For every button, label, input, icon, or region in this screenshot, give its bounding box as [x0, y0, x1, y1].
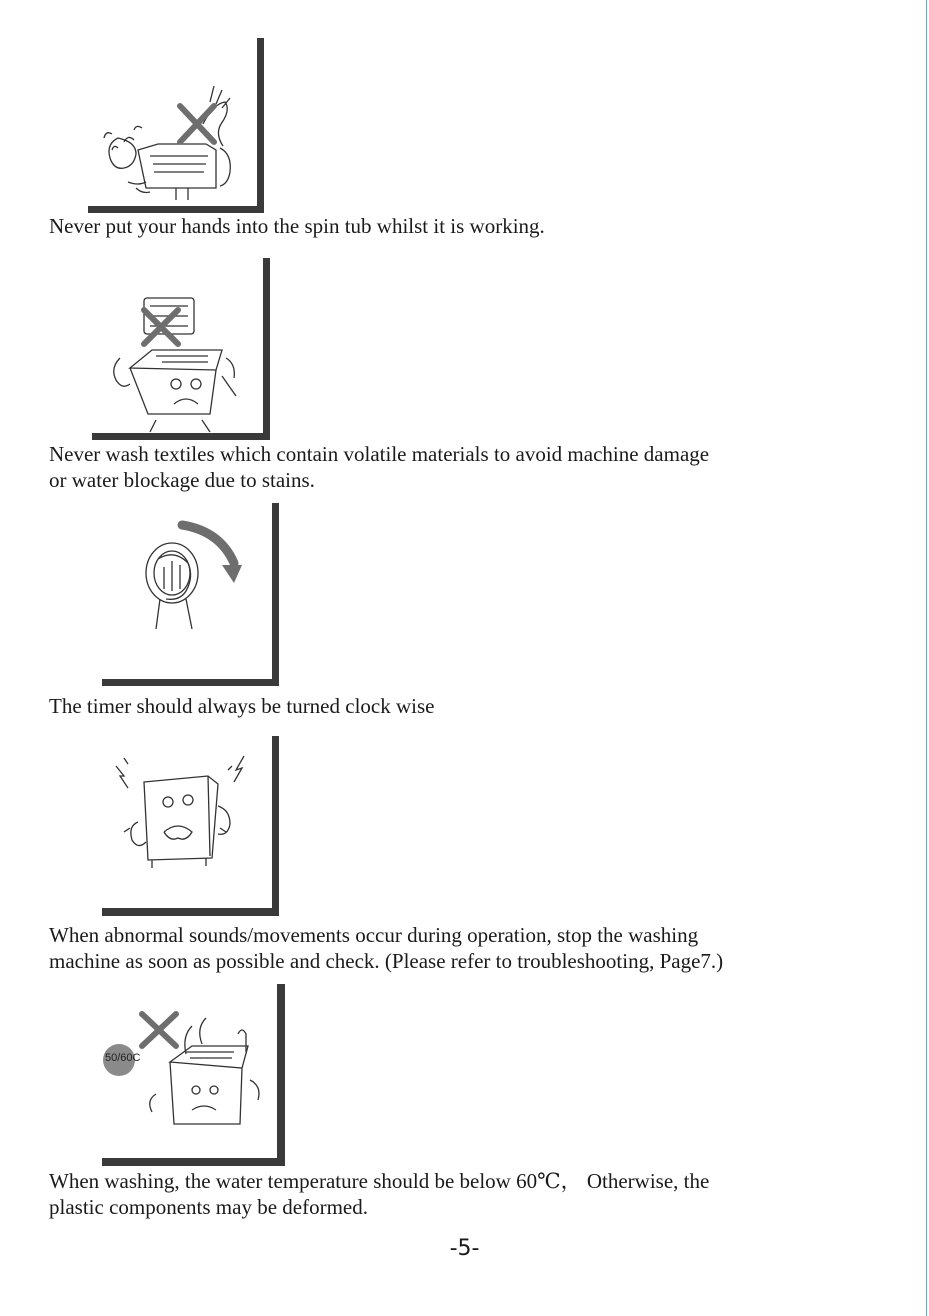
volatile-textiles-illustration	[92, 258, 272, 440]
clockwise-arrow-icon	[182, 525, 234, 563]
hot-water-illustration	[102, 984, 288, 1166]
prohibited-cross-icon	[180, 106, 214, 142]
page-edge-line	[926, 0, 927, 1316]
prohibited-cross-icon	[144, 310, 178, 344]
warning-4-line-1: When abnormal sounds/movements occur during operation, stop the washing	[49, 923, 699, 947]
warning-1-caption	[49, 213, 545, 239]
warning-2-line-2: or water blockage due to stains.	[49, 468, 315, 492]
warning-5-line-1: When washing, the water temperature should be below 60℃， Otherwise, the	[49, 1169, 710, 1193]
page-number: -5-	[449, 1236, 480, 1261]
abnormal-sounds-illustration	[102, 736, 282, 916]
warning-5-caption	[49, 1168, 709, 1220]
warning-4-caption	[49, 922, 723, 974]
warning-3-caption	[49, 693, 434, 719]
hands-in-tub-illustration	[88, 38, 268, 213]
warning-1-line-1: Never put your hands into the spin tub whilst it is working.	[49, 214, 545, 238]
timer-clockwise-illustration	[102, 503, 282, 686]
warning-4-line-2: machine as soon as possible and check. (Please refer to troubleshooting, Page7.)	[49, 949, 724, 973]
warning-2-line-1: Never wash textiles which contain volatile materials to avoid machine damage	[49, 442, 710, 466]
temperature-badge: 50/60C	[105, 1052, 141, 1064]
warning-2-caption	[49, 441, 709, 493]
warning-3-line-1: The timer should always be turned clock wise	[49, 694, 435, 718]
warning-5-line-2: plastic components may be deformed.	[49, 1195, 368, 1219]
prohibited-cross-icon	[142, 1014, 176, 1046]
